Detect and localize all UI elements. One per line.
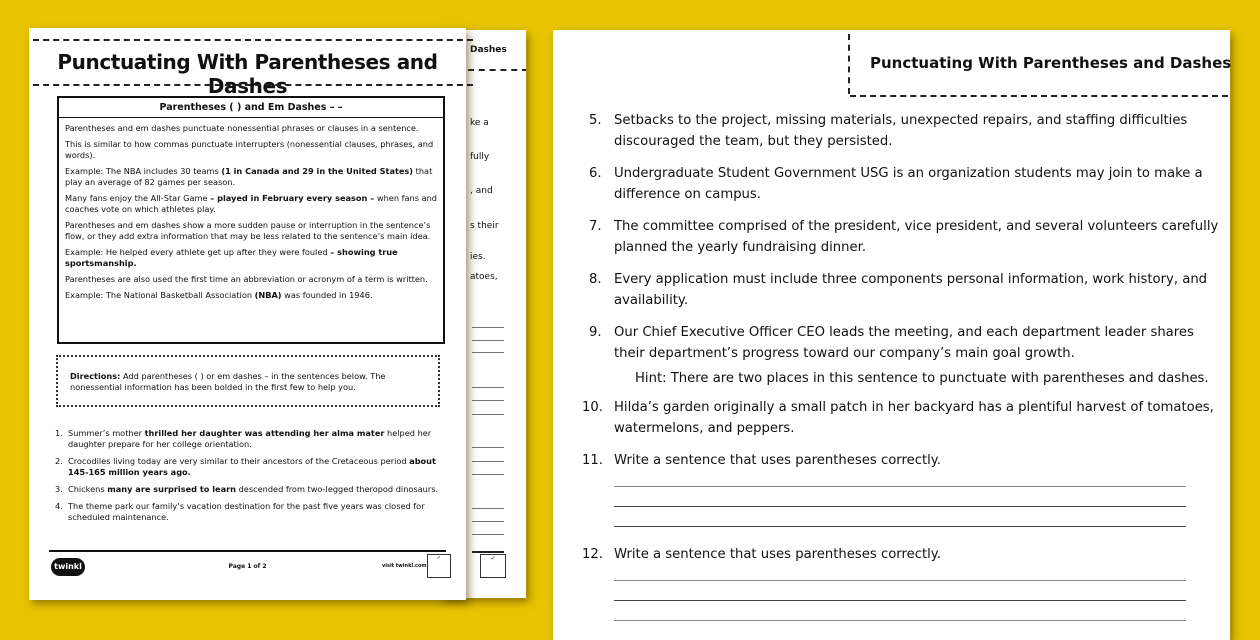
hint-text: Hint: There are two places in this sentence to punctuate with parentheses and dashes.	[635, 371, 1209, 386]
answer-line	[472, 461, 504, 462]
peek-fragment: ke a	[470, 118, 489, 128]
dashed-divider	[33, 84, 473, 86]
front-worksheet-page	[29, 28, 466, 600]
answer-line[interactable]	[614, 600, 1186, 601]
peek-fragment: atoes,	[470, 272, 498, 282]
question-item: 3. Chickens many are surprised to learn descended from two-legged theropod dinosaurs.	[55, 484, 439, 494]
question-item: 12. Write a sentence that uses parentheses correctly.	[582, 547, 941, 562]
answer-lines[interactable]	[589, 580, 1219, 621]
answer-line[interactable]	[614, 506, 1186, 507]
directions-text: Add parentheses ( ) or em dashes – in the sentences below. The nonessential information has been bolded in the first few to help you.	[70, 371, 386, 392]
footer-rule	[472, 551, 504, 553]
dashed-divider	[468, 69, 526, 71]
peek-title: Dashes	[470, 45, 507, 55]
page-title: Punctuating With Parentheses and Dashes	[57, 50, 438, 98]
info-paragraph: Parentheses and em dashes punctuate nonessential phrases or clauses in a sentence.	[65, 123, 419, 133]
peek-fragment: fully	[470, 152, 490, 162]
question-item: 2. Crocodiles living today are very similar to their ancestors of the Cretaceous period about 145-165 million years ago.	[55, 456, 436, 477]
question-item: 1. Summer’s mother thrilled her daughter was attending her alma mater helped her daughter prepare for her college orientation.	[55, 428, 432, 449]
question-item: 6. Undergraduate Student Government USG is an organization students may join to make a difference on campus.	[589, 166, 1203, 202]
dashed-divider	[848, 34, 850, 94]
answer-line[interactable]	[614, 620, 1186, 621]
twinkl-logo: twinkl	[51, 558, 85, 576]
title-tab	[848, 30, 1230, 97]
question-list	[582, 110, 1219, 638]
dashed-divider	[850, 95, 1228, 97]
info-box	[57, 96, 445, 344]
page-title: Punctuating With Parentheses and Dashes	[870, 54, 1232, 72]
info-box-heading: Parentheses ( ) and Em Dashes – –	[59, 98, 443, 118]
question-item: 10. Hilda’s garden originally a small patch in her backyard has a plentiful harvest of tomatoes, watermelons, and peppers.	[582, 400, 1214, 436]
info-example: Example: The National Basketball Association (NBA) was founded in 1946.	[65, 290, 373, 300]
page-number: Page 1 of 2	[228, 563, 267, 570]
answer-line	[472, 414, 504, 415]
question-item: 9. Our Chief Executive Officer CEO leads the meeting, and each department leader shares their department’s progress toward our company’s main goal growth.	[589, 325, 1194, 361]
answer-line	[472, 340, 504, 341]
answer-line	[472, 327, 504, 328]
answer-line	[472, 387, 504, 388]
answer-line	[472, 447, 504, 448]
answer-line	[472, 521, 504, 522]
question-list	[55, 428, 447, 529]
question-item: 8. Every application must include three components personal information, work history, and availability.	[589, 272, 1208, 308]
info-example: Example: He helped every athlete get up after they were fouled – showing true sportsmanship.	[65, 247, 398, 268]
question-item: 7. The committee comprised of the president, vice president, and several volunteers carefully planned the yearly fundraising dinner.	[589, 219, 1219, 255]
quality-badge-icon: ✓	[427, 554, 451, 578]
answer-lines[interactable]	[589, 486, 1219, 527]
info-paragraph: This is similar to how commas punctuate interrupters (nonessential clauses, phrases, and words).	[65, 139, 434, 160]
answer-line	[472, 508, 504, 509]
question-item: 11. Write a sentence that uses parentheses correctly.	[582, 453, 941, 468]
question-item: 4. The theme park our family’s vacation destination for the past five years was closed for scheduled maintenance.	[55, 501, 425, 522]
footer-rule	[49, 550, 446, 552]
info-example: Example: The NBA includes 30 teams (1 in Canada and 29 in the United States) that play an average of 82 games per season.	[65, 166, 433, 187]
answer-line	[472, 352, 504, 353]
directions-box	[56, 355, 440, 407]
info-paragraph: Parentheses and em dashes show a more sudden pause or interruption in the sentence’s flow, or they add extra information that may be less related to the sentence’s main idea.	[65, 220, 431, 241]
directions-label: Directions:	[70, 371, 121, 381]
info-paragraph: Many fans enjoy the All-Star Game – played in February every season – when fans and coaches vote on which athletes play.	[65, 193, 437, 214]
answer-line[interactable]	[614, 580, 1186, 581]
question-item: 5. Setbacks to the project, missing materials, unexpected repairs, and staffing difficulties discouraged the team, but they persisted.	[589, 113, 1188, 149]
peek-fragment: s their	[470, 221, 499, 231]
info-paragraph: Parentheses are also used the first time an abbreviation or acronym of a term is written.	[65, 274, 428, 284]
dashed-divider	[33, 39, 473, 41]
answer-line[interactable]	[614, 526, 1186, 527]
answer-line	[472, 534, 504, 535]
answer-line	[472, 474, 504, 475]
answer-line	[472, 400, 504, 401]
quality-badge-icon: ✓	[480, 554, 506, 578]
peek-fragment: , and	[470, 186, 493, 196]
visit-link: visit twinkl.com	[382, 563, 427, 569]
zoomed-worksheet-page	[553, 30, 1230, 640]
peek-fragment: ies.	[470, 252, 486, 262]
answer-line[interactable]	[614, 486, 1186, 487]
